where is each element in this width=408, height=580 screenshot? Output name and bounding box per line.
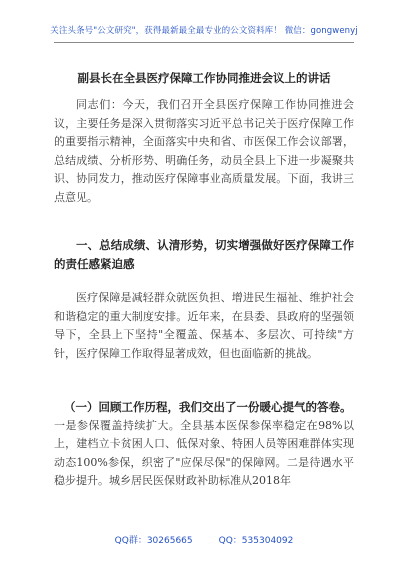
- opening-paragraph: 同志们：今天，我们召开全县医疗保障工作协同推进会议，主要任务是深入贯彻落实习近平总书记关于医疗保障工作的重要指示精神，全面落实中央和省、市医保工作会议部署，总结成绩、分析形势、明确任务，动员全县上下进一步凝聚共识、协同发力，推动医疗保障事业高质量发展。下面，我讲三点意见。: [54, 98, 354, 204]
- header-divider: [54, 42, 354, 43]
- subsection-paragraph: [54, 398, 354, 491]
- qq-group-number: QQ群：30265665: [114, 536, 193, 546]
- qq-number: QQ：535304092: [218, 536, 294, 546]
- subsection-body: 一是参保覆盖持续扩大。全县基本医保参保率稳定在98%以上，建档立卡贫困人口、低保对象、特困人员等困难群体实现动态100%参保，织密了"应保尽保"的保障网。二是待遇水平稳步提升。城乡居民医保财政补助标准从2018年: [54, 418, 354, 488]
- promo-header: 关注头条号"公文研究"，获得最新最全最专业的公文资料库！ 微信：gongwenyj: [50, 26, 358, 36]
- subsection-heading: （一）回顾工作历程，我们交出了一份暖心提气的答卷。: [64, 400, 352, 414]
- section-heading: 一、总结成绩、认清形势，切实增强做好医疗保障工作的责任感紧迫感: [54, 238, 354, 271]
- contact-footer: [0, 533, 408, 546]
- body-paragraph: 医疗保障是减轻群众就医负担、增进民生福祉、维护社会和谐稳定的重大制度安排。近年来，在县委、县政府的坚强领导下，全县上下坚持"全覆盖、保基本、多层次、可持续"方针，医疗保障工作取得显著成效，但也面临新的挑战。: [54, 291, 354, 360]
- document-title: 副县长在全县医疗保障工作协同推进会议上的讲话: [77, 71, 331, 85]
